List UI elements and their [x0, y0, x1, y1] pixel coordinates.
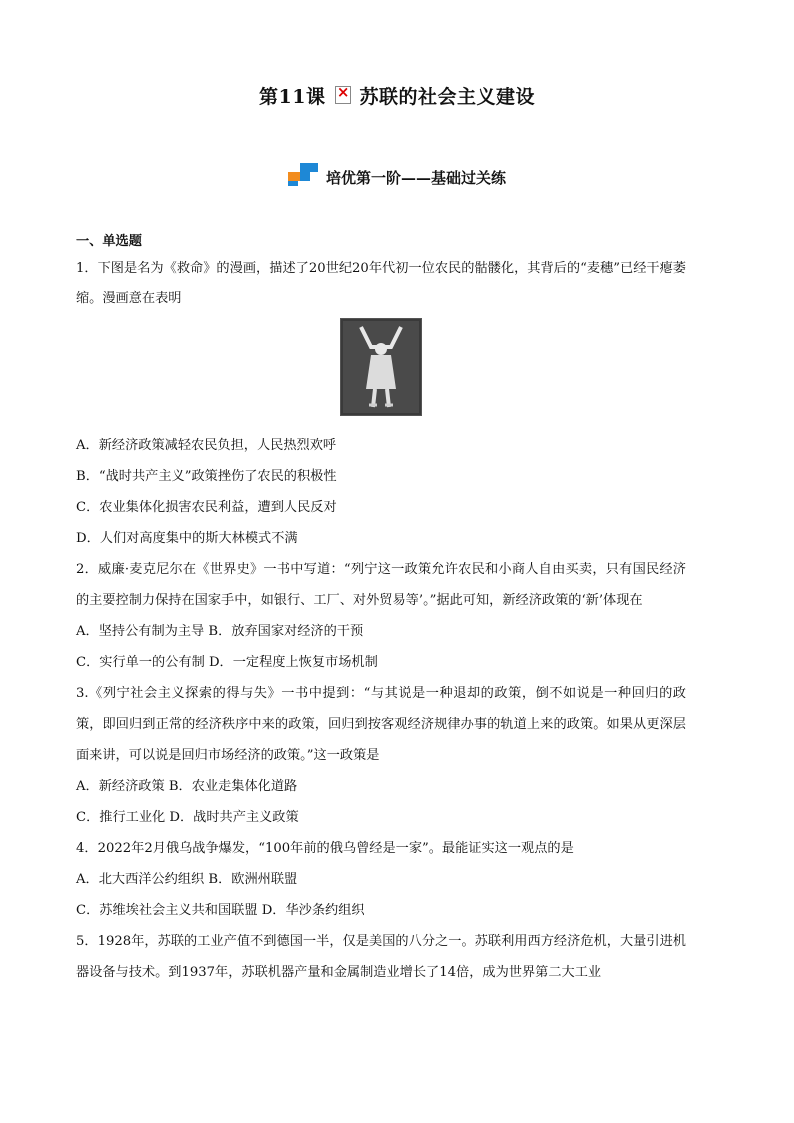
question-4-stem: 4．2022年2月俄乌战争爆发，“100年前的俄乌曾经是一家”。最能证实这一观点的是	[76, 841, 574, 856]
question-4-options-cd: C．苏维埃社会主义共和国联盟 D．华沙条约组织	[76, 903, 365, 918]
question-1-option-c: C．农业集体化损害农民利益，遭到人民反对	[76, 500, 337, 515]
question-1-option-b: B．“战时共产主义”政策挫伤了农民的积极性	[76, 469, 337, 484]
page-title	[0, 82, 794, 109]
question-3-options-cd: C．推行工业化 D．战时共产主义政策	[76, 810, 299, 825]
question-2-options-cd: C．实行单一的公有制 D．一定程度上恢复市场机制	[76, 655, 378, 670]
question-3-stem: 3.《列宁社会主义探索的得与失》一书中提到：“与其说是一种退却的政策，倒不如说是一种回归的政策，即回归到正常的经济秩序中来的政策，回归到按客观经济规律办事的轨道上来的政策。如果从更深层面来讲，可以说是回归市场经济的政策。”这一政策是	[76, 686, 686, 763]
question-2-stem: 2．威廉·麦克尼尔在《世界史》一书中写道：“列宁这一政策允许农民和小商人自由买卖，只有国民经济的主要控制力保持在国家手中，如银行、工厂、对外贸易等’。”据此可知，新经济政策的‘新’体现在	[76, 562, 686, 608]
question-1-option-d: D．人们对高度集中的斯大林模式不满	[76, 531, 298, 546]
question-5-stem: 5．1928年，苏联的工业产值不到德国一半，仅是美国的八分之一。苏联利用西方经济危机，大量引进机器设备与技术。到1937年，苏联机器产量和金属制造业增长了14倍，成为世界第二大工业	[76, 934, 686, 980]
section-logo-icon	[288, 163, 322, 187]
question-4-options-ab: A．北大西洋公约组织 B．欧洲州联盟	[76, 872, 298, 887]
question-3-options-ab: A．新经济政策 B．农业走集体化道路	[76, 779, 298, 794]
lesson-number: 第11课	[259, 86, 326, 108]
section-label: 培优第一阶——基础过关练	[325, 169, 506, 187]
lesson-title: 苏联的社会主义建设	[359, 86, 535, 108]
question-list	[76, 230, 686, 988]
broken-image-icon	[335, 86, 351, 104]
section-header	[0, 163, 794, 188]
cartoon-image	[340, 318, 422, 416]
question-1-stem: 1．下图是名为《救命》的漫画，描述了20世纪20年代初一位农民的骷髅化，其背后的“麦穗”已经干瘪萎缩。漫画意在表明	[76, 261, 686, 306]
question-2-options-ab: A．坚持公有制为主导 B．放弃国家对经济的干预	[76, 624, 364, 639]
question-1-option-a: A．新经济政策减轻农民负担，人民热烈欢呼	[76, 438, 337, 453]
question-1-figure	[76, 318, 686, 428]
part-heading: 一、单选题	[76, 234, 142, 249]
